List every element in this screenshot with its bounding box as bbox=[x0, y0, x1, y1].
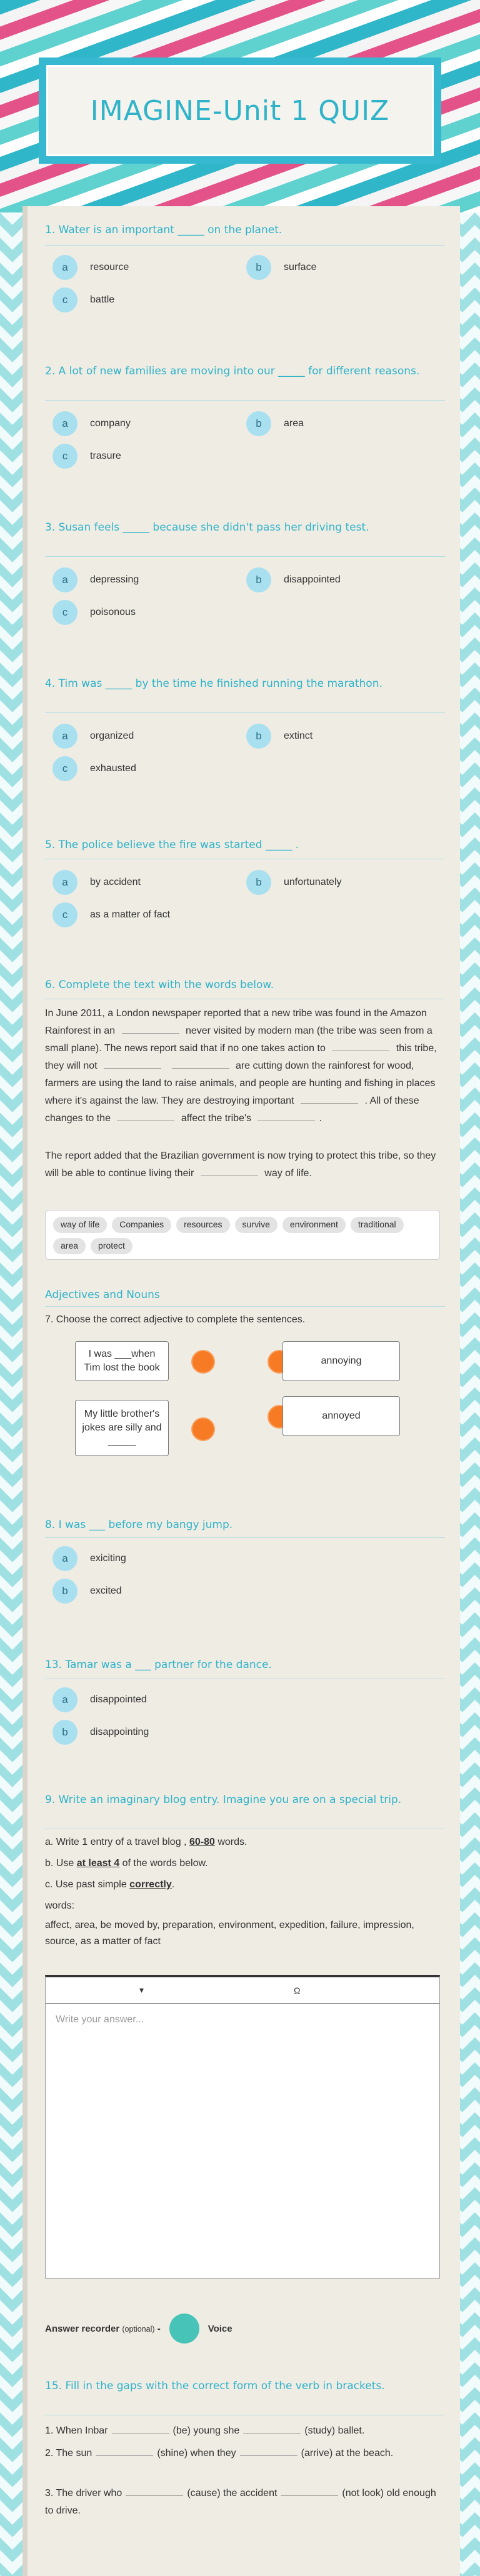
option-2c[interactable] bbox=[52, 444, 121, 469]
q15-text: 1. When Inbar bbox=[45, 2425, 108, 2436]
divider bbox=[45, 1306, 445, 1307]
match-right-1[interactable]: annoying bbox=[282, 1341, 400, 1381]
option-text: disappointed bbox=[284, 574, 341, 585]
option-text: depressing bbox=[90, 574, 139, 585]
option-13a[interactable] bbox=[52, 1687, 147, 1712]
option-5b[interactable] bbox=[246, 870, 342, 895]
option-text: battle bbox=[90, 294, 115, 305]
gap-blank[interactable] bbox=[243, 2422, 301, 2434]
option-letter-badge: b bbox=[246, 255, 271, 280]
q9-words-label: words: bbox=[45, 1900, 75, 1911]
gap-blank[interactable] bbox=[301, 1092, 358, 1104]
option-text: poisonous bbox=[90, 607, 136, 617]
option-letter-badge: a bbox=[52, 1687, 78, 1712]
option-letter-badge: b bbox=[52, 1720, 78, 1745]
word-chip[interactable]: area bbox=[53, 1238, 86, 1254]
section-title: Adjectives and Nouns bbox=[45, 1289, 160, 1301]
word-bank bbox=[45, 1210, 440, 1260]
recorder-label-bold: Answer recorder bbox=[45, 2323, 120, 2334]
answer-textarea[interactable]: Write your answer... bbox=[45, 2004, 440, 2279]
question-2-title: 2. A lot of new families are moving into our _____ for different reasons. bbox=[45, 365, 420, 377]
q15-text: (be) young she bbox=[172, 2425, 240, 2436]
header-inner bbox=[46, 65, 434, 156]
q9-text: b. Use bbox=[45, 1858, 74, 1869]
word-chip[interactable]: resources bbox=[176, 1217, 229, 1233]
option-letter-badge: a bbox=[52, 567, 78, 592]
option-8b[interactable] bbox=[52, 1579, 122, 1604]
q6-text: are cutting down the rainforest for wood, farmers are using the land to raise animals, and people are hunting and fishing in places where it's against the law. They are destroying important bbox=[45, 1061, 436, 1106]
q9-bold: 60-80 bbox=[189, 1837, 215, 1847]
word-chip[interactable]: Companies bbox=[112, 1217, 171, 1233]
q6-text: affect the tribe's bbox=[181, 1113, 252, 1124]
question-8-title: 8. I was ___ before my bangy jump. bbox=[45, 1519, 233, 1531]
option-letter-badge: a bbox=[52, 411, 78, 436]
option-letter-badge: b bbox=[246, 411, 271, 436]
question-3-title: 3. Susan feels _____ because she didn't pass her driving test. bbox=[45, 521, 369, 534]
question-6-title: 6. Complete the text with the words below. bbox=[45, 979, 274, 991]
divider bbox=[45, 712, 445, 713]
option-text: by accident bbox=[90, 877, 141, 887]
option-text: trasure bbox=[90, 451, 121, 461]
divider bbox=[45, 245, 445, 246]
option-8a[interactable] bbox=[52, 1546, 126, 1571]
option-text: organized bbox=[90, 731, 134, 741]
question-1-title: 1. Water is an important _____ on the planet. bbox=[45, 224, 282, 236]
option-3c[interactable] bbox=[52, 600, 136, 625]
option-5a[interactable] bbox=[52, 870, 141, 895]
q15-text: 2. The sun bbox=[45, 2448, 92, 2459]
option-1c[interactable] bbox=[52, 287, 114, 312]
page-title: IMAGINE-Unit 1 QUIZ bbox=[90, 94, 390, 127]
option-text: exhausted bbox=[90, 763, 136, 774]
question-5-title: 5. The police believe the fire was started _____ . bbox=[45, 839, 299, 851]
q15-text: (shine) when they bbox=[157, 2448, 236, 2459]
q6-text: In June 2011, a London newspaper reported that a new tribe was found in the Amazon Rainforest in an bbox=[45, 1008, 427, 1036]
q15-text: (not look) old enough to drive. bbox=[45, 2488, 436, 2516]
option-13b[interactable] bbox=[52, 1720, 149, 1745]
q9-text: c. Use past simple bbox=[45, 1879, 127, 1890]
gap-blank[interactable] bbox=[281, 2485, 338, 2496]
option-letter-badge: b bbox=[52, 1579, 78, 1604]
format-dropdown[interactable]: ▾ bbox=[139, 1985, 144, 1995]
option-text: disappointing bbox=[90, 1727, 149, 1737]
option-1b[interactable] bbox=[246, 255, 316, 280]
q9-text: . bbox=[171, 1879, 175, 1890]
recorder-dash: - bbox=[157, 2323, 161, 2334]
q6-paragraph-1: In June 2011, a London newspaper reported that a new tribe was found in the Amazon Rainforest in an never visited by modern man (the tribe was seen from a small plane). The news report said that if no one takes action to this tribe, they will not are cutting down the rainforest for wood, farmers are using the land to raise animals, and people are hunting and fishing in places where it's against the law. They are destroying important . All of these changes to the affect the tribe's . bbox=[45, 1008, 437, 1124]
option-text: area bbox=[284, 418, 304, 429]
word-chip[interactable]: protect bbox=[91, 1238, 132, 1254]
special-character-button[interactable]: Ω bbox=[294, 1985, 301, 1995]
gap-blank[interactable] bbox=[332, 1040, 389, 1051]
answer-recorder bbox=[45, 2314, 232, 2344]
option-text: unfortunately bbox=[284, 877, 342, 887]
q9-instruction-a bbox=[45, 1834, 439, 1851]
word-chip[interactable]: environment bbox=[282, 1217, 346, 1233]
gap-blank[interactable] bbox=[240, 2445, 298, 2456]
divider bbox=[45, 1537, 445, 1538]
word-chip[interactable]: way of life bbox=[53, 1217, 107, 1233]
option-4a[interactable] bbox=[52, 724, 134, 749]
gap-blank[interactable] bbox=[172, 1057, 229, 1069]
option-text: disappointed bbox=[90, 1694, 147, 1705]
divider bbox=[45, 400, 445, 401]
match-connector[interactable] bbox=[191, 1350, 215, 1374]
option-text: as a matter of fact bbox=[90, 909, 171, 920]
q15-text: (arrive) at the beach. bbox=[301, 2448, 394, 2459]
match-left-1[interactable]: I was ___when Tim lost the book bbox=[75, 1341, 169, 1381]
question-15-title: 15. Fill in the gaps with the correct form of the verb in brackets. bbox=[45, 2380, 385, 2392]
word-chip[interactable]: survive bbox=[235, 1217, 278, 1233]
option-letter-badge: c bbox=[52, 756, 78, 781]
recorder-label bbox=[45, 2324, 161, 2334]
option-letter-badge: a bbox=[52, 255, 78, 280]
question-4-title: 4. Tim was _____ by the time he finished running the marathon. bbox=[45, 677, 382, 690]
q9-instruction-c bbox=[45, 1876, 439, 1894]
gap-blank[interactable] bbox=[201, 1165, 258, 1176]
gap-blank[interactable] bbox=[126, 2485, 183, 2496]
gap-blank[interactable] bbox=[258, 1110, 315, 1121]
q6-text: . All of these changes to the bbox=[45, 1096, 419, 1124]
recorder-optional: (optional) bbox=[122, 2324, 155, 2334]
option-letter-badge: b bbox=[246, 870, 271, 895]
option-3b[interactable] bbox=[246, 567, 341, 592]
q15-text: (cause) the accident bbox=[187, 2488, 278, 2499]
q9-instruction-b bbox=[45, 1855, 439, 1872]
voice-label: Voice bbox=[208, 2323, 232, 2334]
question-13-title: 13. Tamar was a ___ partner for the dance. bbox=[45, 1659, 272, 1671]
q6-text: way of life. bbox=[264, 1168, 312, 1179]
option-5c[interactable] bbox=[52, 902, 170, 927]
match-left-2[interactable]: My little brother's jokes are silly and _____ bbox=[75, 1400, 169, 1456]
q7-instruction: 7. Choose the correct adjective to complete the sentences. bbox=[45, 1314, 306, 1325]
q15-line-2 bbox=[45, 2445, 439, 2462]
option-2b[interactable] bbox=[246, 411, 304, 436]
q9-bold: correctly bbox=[129, 1879, 172, 1890]
divider bbox=[45, 556, 445, 557]
gap-blank[interactable] bbox=[122, 1022, 179, 1034]
q9-words-list: affect, area, be moved by, preparation, environment, expedition, failure, impression, source, as a matter of fact bbox=[45, 1920, 414, 1947]
gap-blank[interactable] bbox=[112, 2422, 169, 2434]
option-text: exiciting bbox=[90, 1553, 126, 1564]
match-right-2[interactable]: annoyed bbox=[282, 1396, 400, 1436]
option-1a[interactable] bbox=[52, 255, 129, 280]
gap-blank[interactable] bbox=[104, 1057, 161, 1069]
quiz-paper bbox=[22, 206, 460, 2576]
option-2a[interactable] bbox=[52, 411, 131, 436]
gap-blank[interactable] bbox=[96, 2445, 153, 2456]
word-chip[interactable]: traditional bbox=[351, 1217, 404, 1233]
q6-text: never visited by modern man (the tribe was seen from a small plane). The news report said that if no one takes action to bbox=[45, 1026, 432, 1054]
q9-text: words. bbox=[218, 1837, 248, 1847]
option-letter-badge: a bbox=[52, 870, 78, 895]
q9-text: a. Write 1 entry of a travel blog , bbox=[45, 1837, 187, 1847]
q15-text: 3. The driver who bbox=[45, 2488, 122, 2499]
header-card bbox=[39, 57, 441, 164]
option-4c[interactable] bbox=[52, 756, 136, 781]
option-letter-badge: c bbox=[52, 287, 78, 312]
question-9-title: 9. Write an imaginary blog entry. Imagine you are on a special trip. bbox=[45, 1794, 402, 1806]
option-text: excited bbox=[90, 1585, 122, 1596]
q6-paragraph-2 bbox=[45, 1147, 439, 1182]
q6-text: The report added that the Brazilian government is now trying to protect this tribe, so they will be able to continue living their bbox=[45, 1151, 436, 1179]
q9-text: of the words below. bbox=[122, 1858, 208, 1869]
q6-text: this tribe, they will not bbox=[45, 1043, 437, 1071]
option-3a[interactable] bbox=[52, 567, 139, 592]
option-text: extinct bbox=[284, 731, 313, 741]
option-text: company bbox=[90, 418, 131, 429]
option-4b[interactable] bbox=[246, 724, 312, 749]
option-letter-badge: c bbox=[52, 902, 78, 927]
q15-line-3 bbox=[45, 2485, 439, 2520]
editor-toolbar bbox=[45, 1975, 440, 2004]
option-letter-badge: c bbox=[52, 444, 78, 469]
option-text: resource bbox=[90, 262, 129, 272]
option-letter-badge: a bbox=[52, 1546, 78, 1571]
option-text: surface bbox=[284, 262, 317, 272]
record-voice-button[interactable] bbox=[169, 2314, 199, 2344]
option-letter-badge: b bbox=[246, 567, 271, 592]
match-connector[interactable] bbox=[191, 1417, 215, 1441]
q15-line-1 bbox=[45, 2422, 439, 2440]
option-letter-badge: c bbox=[52, 600, 78, 625]
q9-bold: at least 4 bbox=[76, 1858, 120, 1869]
option-letter-badge: a bbox=[52, 724, 78, 749]
option-letter-badge: b bbox=[246, 724, 271, 749]
q15-text: (study) ballet. bbox=[304, 2425, 365, 2436]
gap-blank[interactable] bbox=[117, 1110, 174, 1121]
